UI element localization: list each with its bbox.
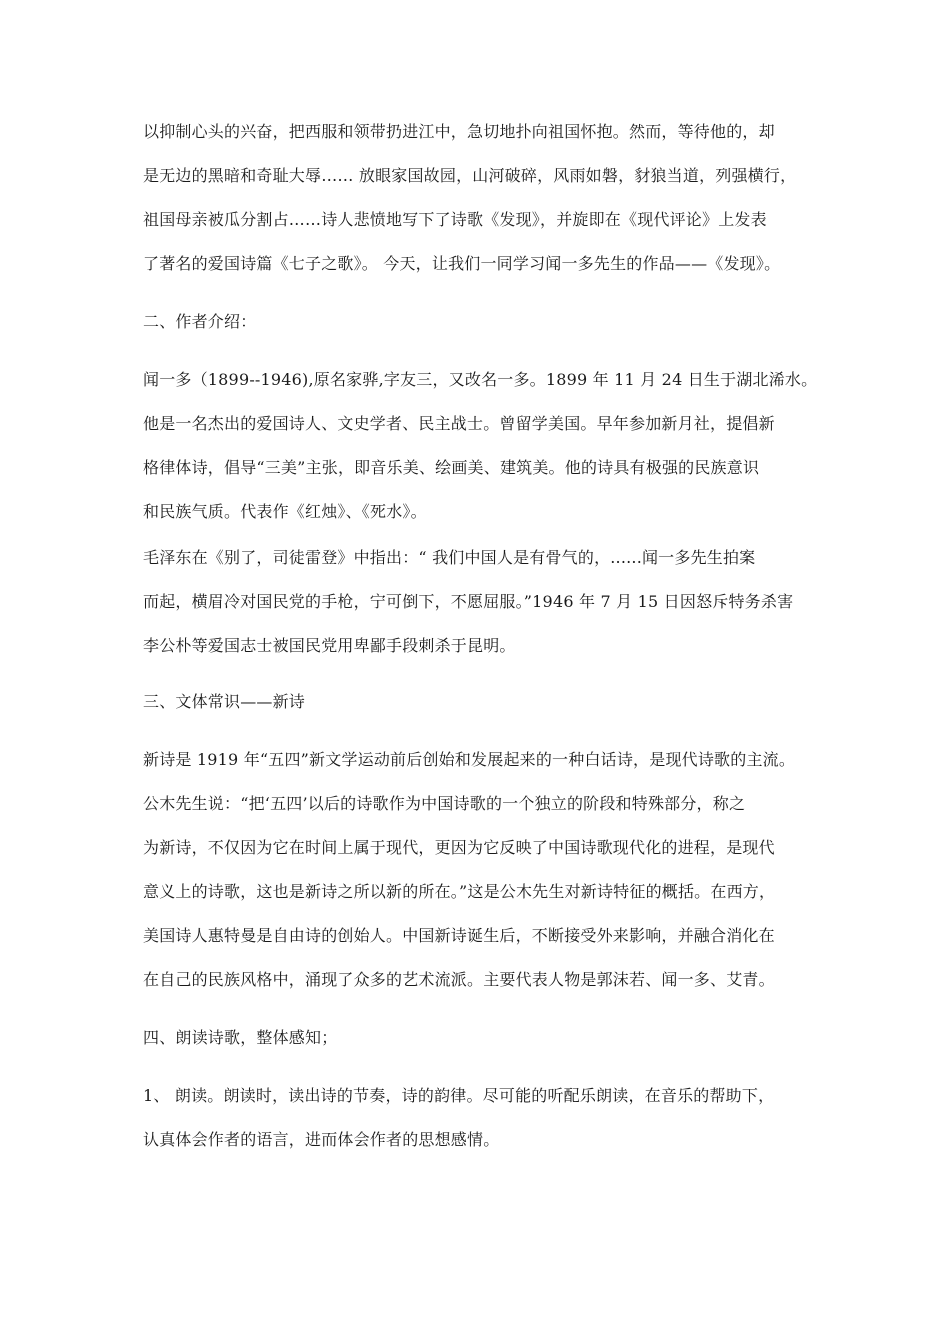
mao-quote-line-2: 而起，横眉冷对国民党的手枪，宁可倒下，不愿屈服。”1946 年 7 月 15 日因怒斥特务杀害 (143, 592, 794, 611)
author-bio-line-4: 和民族气质。代表作《红烛》、《死水》。 (143, 502, 427, 521)
mao-quote-line-3: 李公朴等爱国志士被国民党用卑鄙手段刺杀于昆明。 (143, 636, 516, 655)
section-heading-reading: 四、朗读诗歌，整体感知； (143, 1028, 338, 1047)
intro-line-2: 是无边的黑暗和奇耻大辱…… 放眼家国故园，山河破碎，风雨如磐，豺狼当道，列强横行， (143, 166, 797, 185)
section-heading-author: 二、作者介绍： (143, 312, 257, 331)
genre-line-3: 为新诗，不仅因为它在时间上属于现代，更因为它反映了中国诗歌现代化的进程，是现代 (143, 838, 775, 857)
reading-item-line-2: 认真体会作者的语言，进而体会作者的思想感情。 (143, 1130, 500, 1149)
intro-line-4: 了著名的爱国诗篇《七子之歌》。 今天，让我们一同学习闻一多先生的作品——《发现》。 (143, 254, 781, 273)
author-bio-line-1: 闻一多（1899--1946),原名家骅,字友三，又改名一多。1899 年 11 月 24 日生于湖北浠水。 (143, 370, 818, 389)
author-bio-line-3: 格律体诗，倡导“三美”主张，即音乐美、绘画美、建筑美。他的诗具有极强的民族意识 (143, 458, 760, 477)
genre-line-2: 公木先生说：“把‘五四’以后的诗歌作为中国诗歌的一个独立的阶段和特殊部分，称之 (143, 794, 746, 813)
reading-item-line-1: 1、 朗读。朗读时，读出诗的节奏，诗的韵律。尽可能的听配乐朗读，在音乐的帮助下， (143, 1086, 775, 1105)
mao-quote-line-1: 毛泽东在《别了，司徒雷登》中指出：“ 我们中国人是有骨气的，......闻一多先生拍案 (143, 548, 756, 567)
genre-line-5: 美国诗人惠特曼是自由诗的创始人。中国新诗诞生后，不断接受外来影响，并融合消化在 (143, 926, 775, 945)
genre-line-1: 新诗是 1919 年“五四”新文学运动前后创始和发展起来的一种白话诗，是现代诗歌的主流。 (143, 750, 796, 769)
intro-line-1: 以抑制心头的兴奋，把西服和领带扔进江中，急切地扑向祖国怀抱。然而，等待他的，却 (143, 122, 775, 141)
genre-line-6: 在自己的民族风格中，涌现了众多的艺术流派。主要代表人物是郭沫若、闻一多、艾青。 (143, 970, 775, 989)
section-heading-genre: 三、文体常识——新诗 (143, 692, 306, 711)
intro-line-3: 祖国母亲被瓜分割占……诗人悲愤地写下了诗歌《发现》，并旋即在《现代评论》上发表 (143, 210, 767, 229)
genre-line-4: 意义上的诗歌，这也是新诗之所以新的所在。”这是公木先生对新诗特征的概括。在西方， (143, 882, 776, 901)
author-bio-line-2: 他是一名杰出的爱国诗人、文史学者、民主战士。曾留学美国。早年参加新月社，提倡新 (143, 414, 775, 433)
